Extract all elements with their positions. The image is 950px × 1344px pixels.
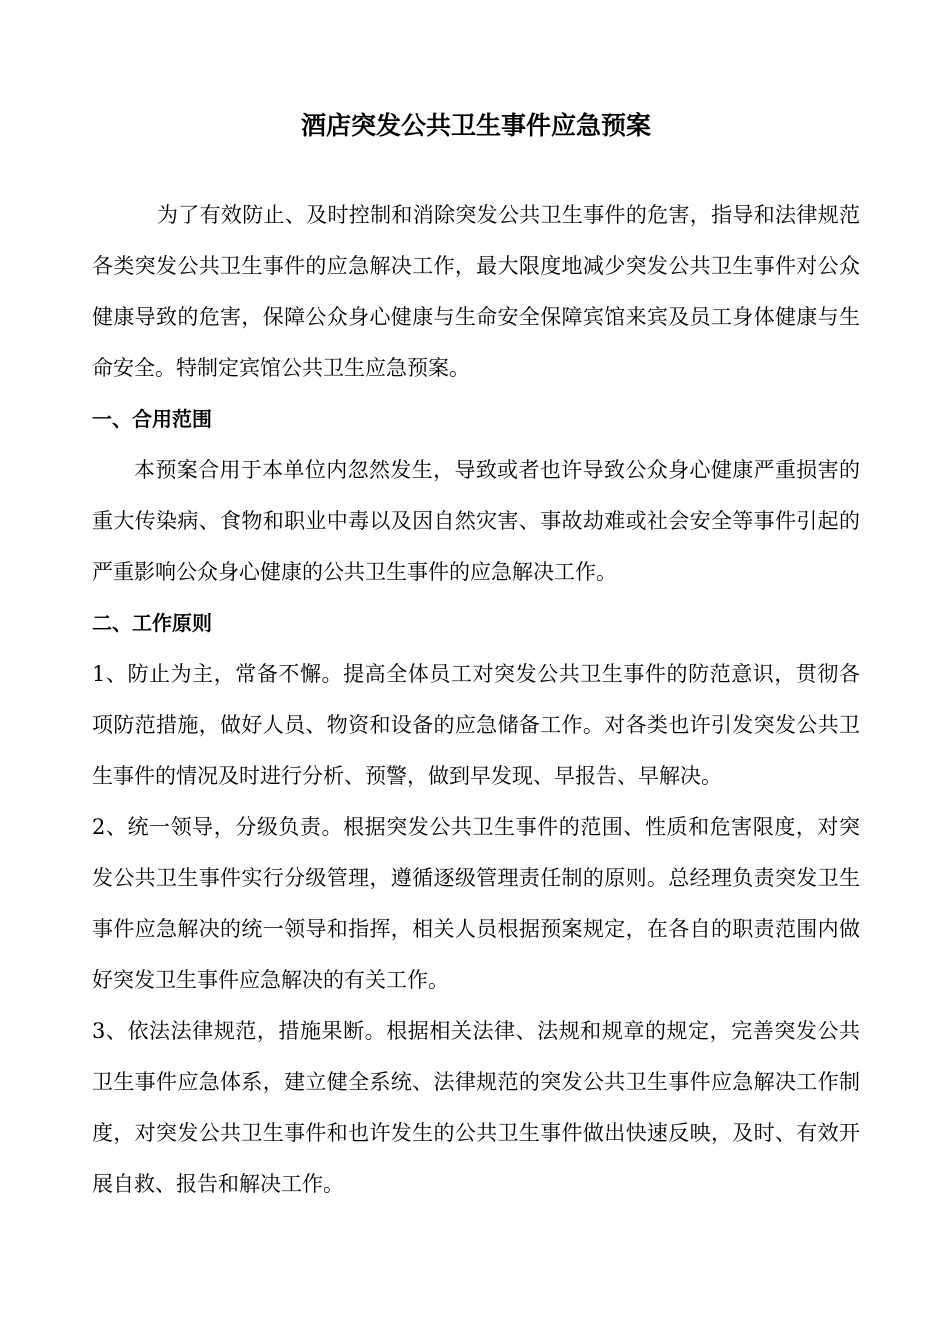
section-heading-scope: 一、合用范围 bbox=[92, 407, 212, 431]
principle-paragraph-3: 3、依法法律规范，措施果断。根据相关法律、法规和规章的规定，完善突发公共卫生事件应急体系，建立健全系统、法律规范的突发公共卫生事件应急解决工作制度，对突发公共卫生事件和也许发生的公共卫生事件做出快速反映，及时、有效开展自救、报告和解决工作。 bbox=[92, 1019, 860, 1196]
section-principles bbox=[92, 598, 860, 1210]
section-scope bbox=[92, 394, 860, 598]
section-heading-principles: 二、工作原则 bbox=[92, 611, 212, 635]
principle-paragraph-1: 1、防止为主，常备不懈。提高全体员工对突发公共卫生事件的防范意识，贯彻各项防范措施，做好人员、物资和设备的应急储备工作。对各类也许引发突发公共卫生事件的情况及时进行分析、预警，做到早发现、早报告、早解决。 bbox=[92, 662, 860, 788]
document-title: 酒店突发公共卫生事件应急预案 bbox=[300, 111, 651, 140]
document-body bbox=[92, 190, 860, 1210]
intro-paragraph: 为了有效防止、及时控制和消除突发公共卫生事件的危害，指导和法律规范各类突发公共卫生事件的应急解决工作，最大限度地减少突发公共卫生事件对公众健康导致的危害，保障公众身心健康与生命安全保障宾馆来宾及员工身体健康与生命安全。特制定宾馆公共卫生应急预案。 bbox=[92, 203, 860, 380]
scope-paragraph: 本预案合用于本单位内忽然发生，导致或者也许导致公众身心健康严重损害的重大传染病、食物和职业中毒以及因自然灾害、事故劫难或社会安全等事件引起的严重影响公众身心健康的公共卫生事件的应急解决工作。 bbox=[92, 458, 860, 584]
principle-paragraph-2: 2、统一领导，分级负责。根据突发公共卫生事件的范围、性质和危害限度，对突发公共卫生事件实行分级管理，遵循逐级管理责任制的原则。总经理负责突发卫生事件应急解决的统一领导和指挥，相关人员根据预案规定，在各自的职责范围内做好突发卫生事件应急解决的有关工作。 bbox=[92, 815, 860, 992]
